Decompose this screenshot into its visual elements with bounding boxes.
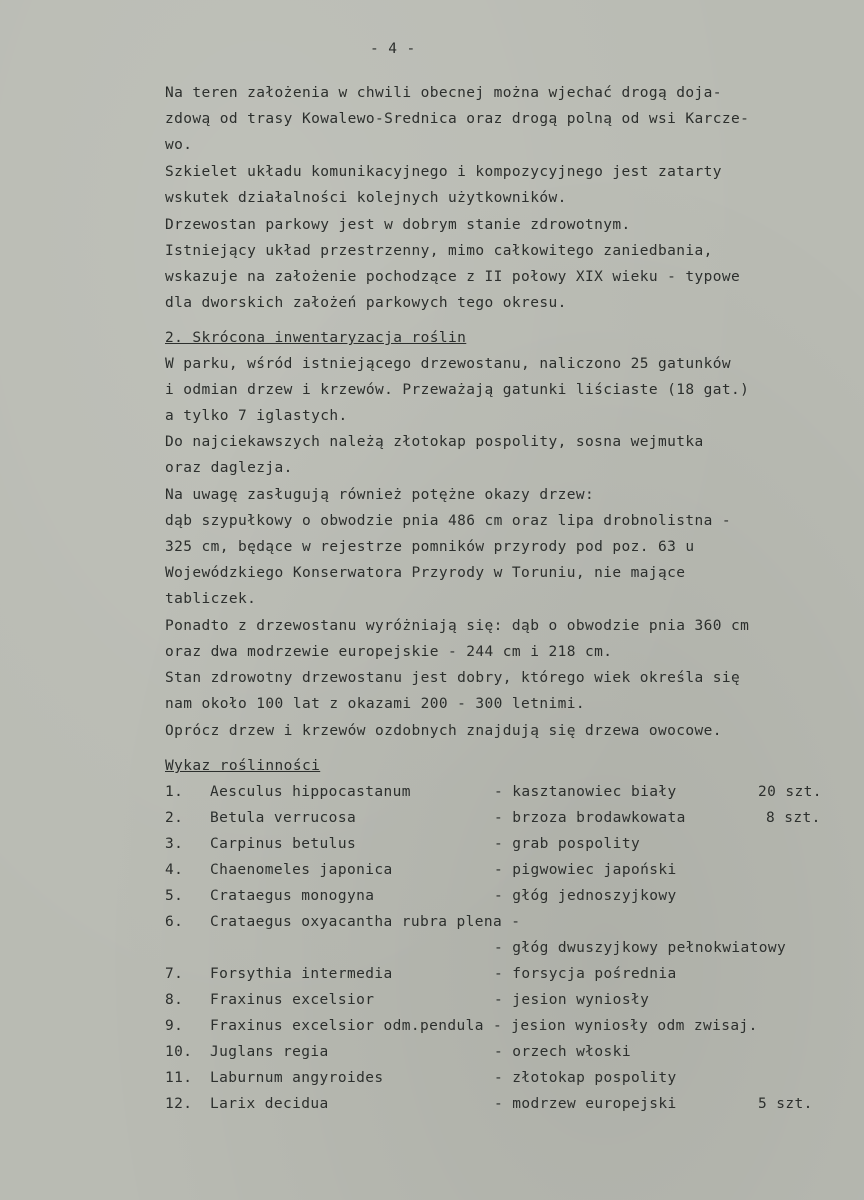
plant-row (0, 783, 864, 801)
plant-polish-name: - głóg dwuszyjkowy pełnokwiatowy (494, 940, 787, 956)
plant-polish-name: - brzoza brodawkowata (494, 810, 686, 826)
plant-polish-name: - jesion wyniosły (494, 992, 650, 1008)
plant-latin-name: Crataegus monogyna (210, 888, 375, 904)
plant-polish-name: - pigwowiec japoński (494, 862, 677, 878)
body-line: Na uwagę zasługują również potężne okazy drzew: (165, 487, 595, 503)
plant-number: 9. (165, 1018, 184, 1034)
plant-polish-name: - modrzew europejski (494, 1096, 677, 1112)
plant-number: 11. (165, 1070, 193, 1086)
plant-polish-name: - forsycja pośrednia (494, 966, 677, 982)
plant-latin-name: Carpinus betulus (210, 836, 357, 852)
plant-list-heading: Wykaz roślinności (165, 758, 321, 774)
body-line: oraz daglezja. (165, 460, 293, 476)
body-line: tabliczek. (165, 591, 257, 607)
section-heading: 2. Skrócona inwentaryzacja roślin (165, 330, 467, 346)
plant-row (0, 1069, 864, 1087)
plant-number: 6. (165, 914, 184, 930)
plant-number: 8. (165, 992, 184, 1008)
plant-row (0, 887, 864, 905)
body-line: i odmian drzew i krzewów. Przeważają gatunki liściaste (18 gat.) (165, 382, 750, 398)
body-line: wskutek działalności kolejnych użytkowników. (165, 190, 567, 206)
body-line: dla dworskich założeń parkowych tego okresu. (165, 295, 567, 311)
body-line: W parku, wśród istniejącego drzewostanu, naliczono 25 gatunków (165, 356, 732, 372)
plant-polish-name: - głóg jednoszyjkowy (494, 888, 677, 904)
plant-latin-name: Larix decidua (210, 1096, 329, 1112)
body-line: Drzewostan parkowy jest w dobrym stanie zdrowotnym. (165, 217, 631, 233)
plant-number: 1. (165, 784, 184, 800)
plant-number: 3. (165, 836, 184, 852)
body-line: a tylko 7 iglastych. (165, 408, 348, 424)
plant-number: 10. (165, 1044, 193, 1060)
plant-polish-name: - orzech włoski (494, 1044, 631, 1060)
plant-row (0, 1095, 864, 1113)
plant-latin-name: Chaenomeles japonica (210, 862, 393, 878)
plant-latin-name: Fraxinus excelsior odm.pendula - jesion wyniosły odm zwisaj. (210, 1018, 758, 1034)
body-line: zdową od trasy Kowalewo-Srednica oraz drogą polną od wsi Karcze- (165, 111, 750, 127)
body-line: wo. (165, 137, 193, 153)
plant-quantity: 5 szt. (758, 1096, 813, 1112)
plant-number: 2. (165, 810, 184, 826)
body-line: Istniejący układ przestrzenny, mimo całkowitego zaniedbania, (165, 243, 713, 259)
body-line: Do najciekawszych należą złotokap pospolity, sosna wejmutka (165, 434, 704, 450)
body-line: nam około 100 lat z okazami 200 - 300 letnimi. (165, 696, 585, 712)
plant-number: 4. (165, 862, 184, 878)
plant-row (0, 965, 864, 983)
body-line: oraz dwa modrzewie europejskie - 244 cm i 218 cm. (165, 644, 613, 660)
body-line: Na teren założenia w chwili obecnej można wjechać drogą doja- (165, 85, 722, 101)
plant-row (0, 809, 864, 827)
body-line: Wojewódzkiego Konserwatora Przyrody w Toruniu, nie mające (165, 565, 686, 581)
plant-latin-name: Crataegus oxyacantha rubra plena - (210, 914, 521, 930)
plant-polish-name: - grab pospolity (494, 836, 641, 852)
plant-row (0, 1043, 864, 1061)
body-line: Stan zdrowotny drzewostanu jest dobry, którego wiek określa się (165, 670, 741, 686)
plant-number: 7. (165, 966, 184, 982)
plant-quantity: 8 szt. (766, 810, 821, 826)
plant-number: 5. (165, 888, 184, 904)
plant-row (0, 939, 864, 957)
plant-row (0, 991, 864, 1009)
body-line: Ponadto z drzewostanu wyróżniają się: dąb o obwodzie pnia 360 cm (165, 618, 750, 634)
plant-polish-name: - złotokap pospolity (494, 1070, 677, 1086)
plant-polish-name: - kasztanowiec biały (494, 784, 677, 800)
body-line: Oprócz drzew i krzewów ozdobnych znajdują się drzewa owocowe. (165, 723, 722, 739)
body-line: wskazuje na założenie pochodzące z II połowy XIX wieku - typowe (165, 269, 741, 285)
plant-row (0, 913, 864, 931)
plant-row (0, 835, 864, 853)
plant-latin-name: Juglans regia (210, 1044, 329, 1060)
plant-number: 12. (165, 1096, 193, 1112)
page-number: - 4 - (370, 41, 416, 57)
plant-row (0, 861, 864, 879)
plant-latin-name: Laburnum angyroides (210, 1070, 384, 1086)
plant-quantity: 20 szt. (758, 784, 822, 800)
plant-row (0, 1017, 864, 1035)
plant-latin-name: Fraxinus excelsior (210, 992, 375, 1008)
body-line: Szkielet układu komunikacyjnego i kompozycyjnego jest zatarty (165, 164, 722, 180)
body-line: dąb szypułkowy o obwodzie pnia 486 cm oraz lipa drobnolistna - (165, 513, 732, 529)
body-line: 325 cm, będące w rejestrze pomników przyrody pod poz. 63 u (165, 539, 695, 555)
plant-latin-name: Forsythia intermedia (210, 966, 393, 982)
plant-latin-name: Aesculus hippocastanum (210, 784, 411, 800)
plant-latin-name: Betula verrucosa (210, 810, 357, 826)
